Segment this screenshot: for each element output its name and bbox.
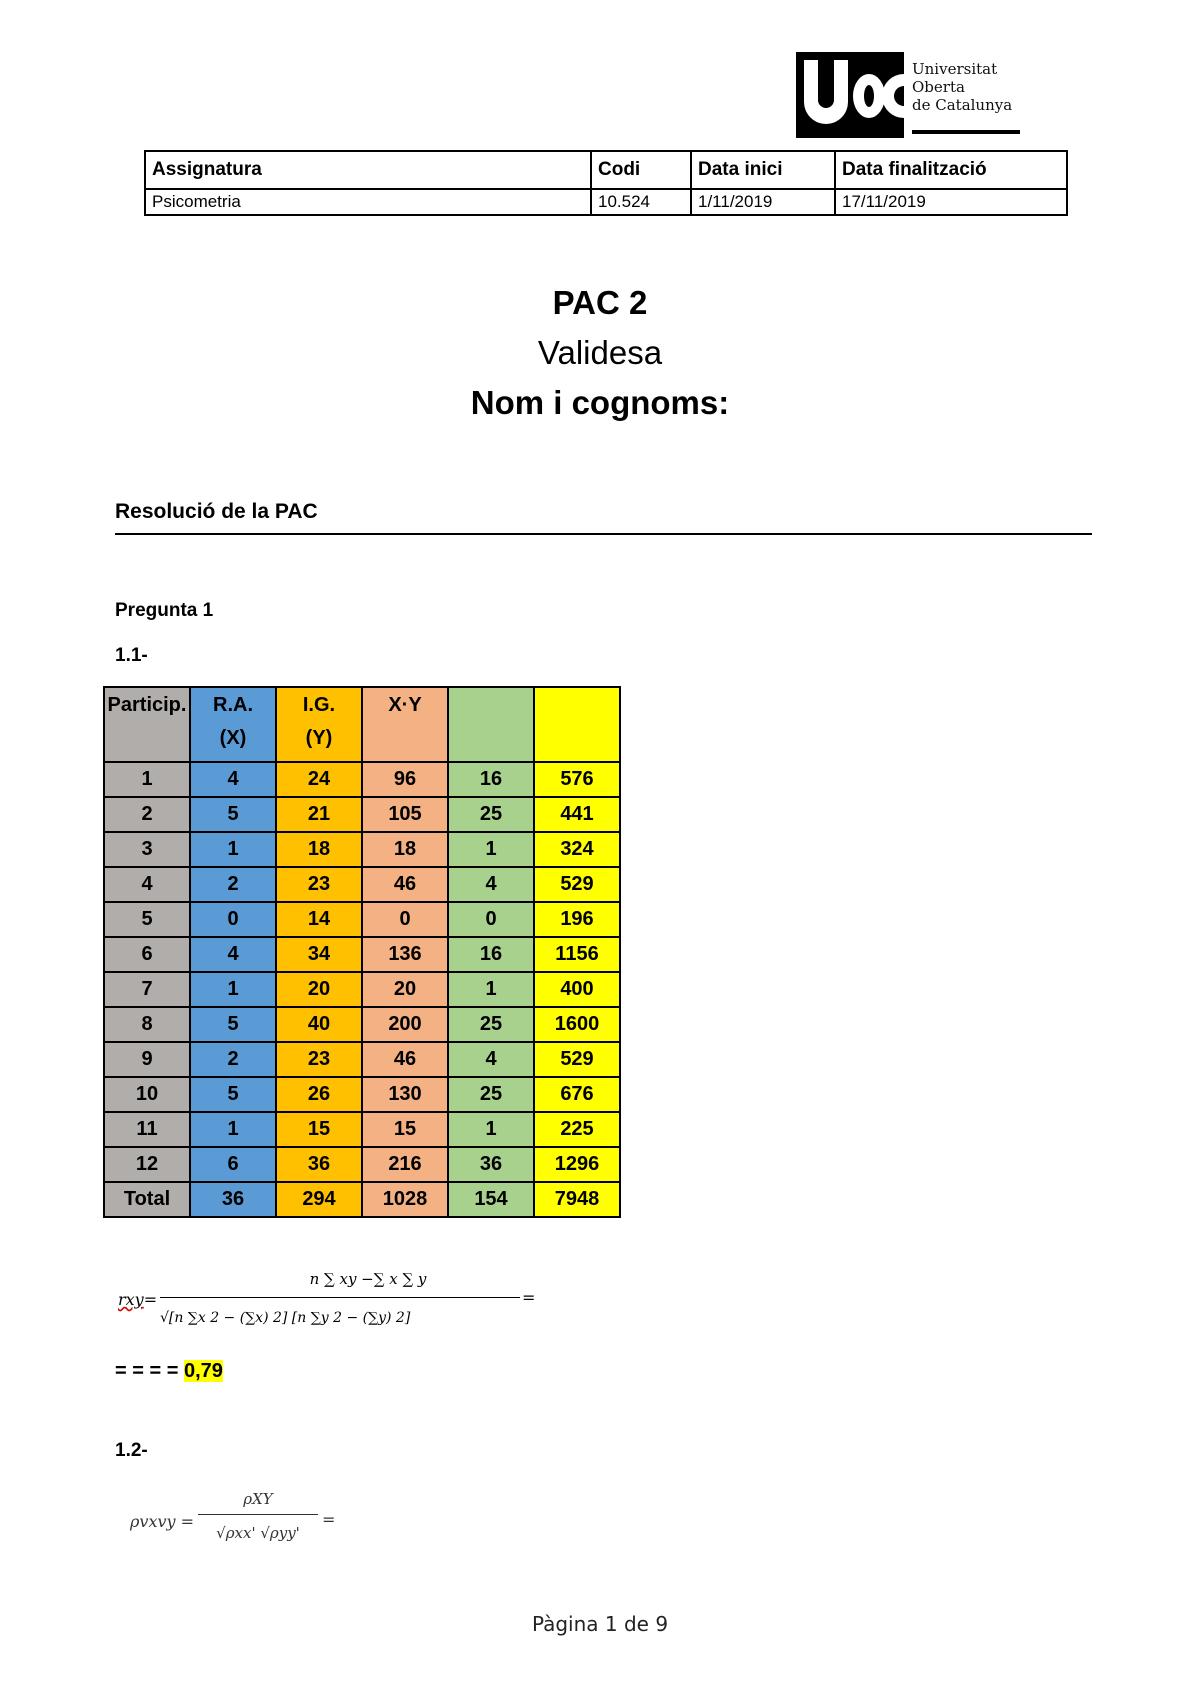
course-info-value-row [145,189,1067,215]
table-cell: 130 [362,1077,448,1112]
table-row [104,832,620,867]
table-cell: 200 [362,1007,448,1042]
table-cell: 2 [190,1042,276,1077]
table-cell: 3 [104,832,190,867]
data-table-body [104,762,620,1217]
table-cell: 4 [104,867,190,902]
table-cell: 4 [448,867,534,902]
table-cell: 576 [534,762,620,797]
col-header-sublabel: (Y) [305,727,333,749]
table-cell: 25 [448,1007,534,1042]
table-cell: Total [104,1182,190,1217]
title-line-3: Nom i cognoms: [470,384,730,421]
value-codi: 10.524 [591,189,691,215]
table-cell: 36 [190,1182,276,1217]
logo-text [912,60,1012,114]
table-cell: 4 [190,937,276,972]
table-cell: 6 [190,1147,276,1182]
table-cell: 4 [448,1042,534,1077]
table-cell: 1 [190,1112,276,1147]
table-cell: 0 [362,902,448,937]
table-cell: 1 [448,832,534,867]
result-prefix: = = = = [115,1360,184,1382]
table-cell: 294 [276,1182,362,1217]
col-header-xy [362,687,448,762]
formula-denominator: √[n ∑x 2 − (∑x) 2] [n ∑y 2 − (∑y) 2] [160,1310,411,1326]
table-cell: 26 [276,1077,362,1112]
table-cell: 196 [534,902,620,937]
value-data-finalitzacio: 17/11/2019 [835,189,1067,215]
table-cell: 12 [104,1147,190,1182]
table-cell: 20 [362,972,448,1007]
table-cell: 36 [448,1147,534,1182]
table-cell: 0 [190,902,276,937]
table-cell: 7948 [534,1182,620,1217]
table-cell: 5 [190,1007,276,1042]
col-header-x2 [448,687,534,762]
table-cell: 5 [190,1077,276,1112]
logo-line-2: Oberta [912,78,965,96]
result-value: 0,79 [183,1360,223,1382]
table-row [104,1147,620,1182]
formula-denominator: √ρxx' √ρyy' [216,1524,300,1542]
formula-numerator: n ∑ xy −∑ x ∑ y [309,1270,427,1288]
table-cell: 2 [104,797,190,832]
header-data-inici: Data inici [691,151,835,189]
logo-line-3: de Catalunya [912,96,1013,114]
table-cell: 20 [276,972,362,1007]
col-header-ra [190,687,276,762]
table-cell: 216 [362,1147,448,1182]
table-cell: 136 [362,937,448,972]
table-cell: 23 [276,867,362,902]
table-cell: 18 [362,832,448,867]
table-row [104,972,620,1007]
formula-symbol: rxy [118,1290,144,1309]
formula-equals: = [143,1290,158,1309]
table-cell: 36 [276,1147,362,1182]
logo-rule [912,130,1020,134]
subquestion-1-1-label: 1.1- [115,645,148,666]
table-cell: 34 [276,937,362,972]
formula-numerator: ρXY [243,1490,273,1508]
table-cell: 9 [104,1042,190,1077]
table-cell: 1600 [534,1007,620,1042]
table-cell: 1 [448,1112,534,1147]
header-assignatura: Assignatura [145,151,591,189]
correlation-result [115,1360,223,1383]
subquestion-1-2-label: 1.2- [115,1440,148,1461]
table-cell: 400 [534,972,620,1007]
table-row [104,1077,620,1112]
table-cell: 154 [448,1182,534,1217]
data-table-header-row [104,687,620,762]
table-cell: 25 [448,1077,534,1112]
table-cell: 96 [362,762,448,797]
table-cell: 16 [448,762,534,797]
table-cell: 24 [276,762,362,797]
data-table [103,686,621,1218]
formula-trailing-equals: = [322,1510,336,1529]
table-cell: 4 [190,762,276,797]
section-heading: Resolució de la PAC [115,500,318,523]
col-header-label: Particip. [107,694,187,716]
table-cell: 225 [534,1112,620,1147]
table-cell: 16 [448,937,534,972]
table-cell: 46 [362,1042,448,1077]
table-cell: 10 [104,1077,190,1112]
table-cell: 46 [362,867,448,902]
table-cell: 18 [276,832,362,867]
table-cell: 15 [362,1112,448,1147]
table-cell: 2 [190,867,276,902]
table-cell: 1028 [362,1182,448,1217]
fraction-bar [198,1514,318,1515]
value-data-inici: 1/11/2019 [691,189,835,215]
table-cell: 1 [190,832,276,867]
course-info-table [144,150,1068,216]
table-cell: 14 [276,902,362,937]
table-cell: 15 [276,1112,362,1147]
table-cell: 441 [534,797,620,832]
col-header-label: I.G. [302,694,336,716]
table-cell: 529 [534,1042,620,1077]
table-cell: 105 [362,797,448,832]
col-header-label: X·Y [388,694,422,716]
table-row [104,1007,620,1042]
header-data-finalitzacio: Data finalització [835,151,1067,189]
table-cell: 23 [276,1042,362,1077]
table-cell: 676 [534,1077,620,1112]
col-header-sublabel: (X) [219,727,247,749]
title-line-2: Validesa [537,334,663,371]
table-cell: 1 [104,762,190,797]
table-cell: 1 [190,972,276,1007]
title-line-1: PAC 2 [552,284,648,321]
table-row [104,937,620,972]
logo-line-1: Universitat [912,60,998,78]
value-assignatura: Psicometria [145,189,591,215]
table-cell: 7 [104,972,190,1007]
table-cell: 1296 [534,1147,620,1182]
col-header-particip [104,687,190,762]
fraction-bar [160,1297,520,1298]
table-cell: 0 [448,902,534,937]
col-header-y2 [534,687,620,762]
table-cell: 324 [534,832,620,867]
table-cell: 11 [104,1112,190,1147]
col-header-label: R.A. [213,694,253,716]
question-1-label: Pregunta 1 [115,600,214,621]
table-row [104,867,620,902]
col-header-ig [276,687,362,762]
formula-trailing-equals: = [522,1288,536,1307]
table-cell: 1 [448,972,534,1007]
table-cell: 5 [190,797,276,832]
table-row [104,1112,620,1147]
table-cell: 21 [276,797,362,832]
table-cell: 40 [276,1007,362,1042]
table-row [104,902,620,937]
formula-lhs [118,1290,157,1309]
table-row [104,797,620,832]
table-cell: 5 [104,902,190,937]
table-row [104,762,620,797]
table-cell: 25 [448,797,534,832]
formula-lhs: ρvxvy = [130,1512,195,1531]
page-footer: Pàgina 1 de 9 [531,1612,669,1636]
table-cell: 8 [104,1007,190,1042]
table-cell: 6 [104,937,190,972]
header-codi: Codi [591,151,691,189]
total-row [104,1182,620,1217]
table-cell: 529 [534,867,620,902]
table-cell: 1156 [534,937,620,972]
page-title [0,278,1200,428]
table-row [104,1042,620,1077]
course-info-header-row [145,151,1067,189]
section-rule [115,533,1092,535]
